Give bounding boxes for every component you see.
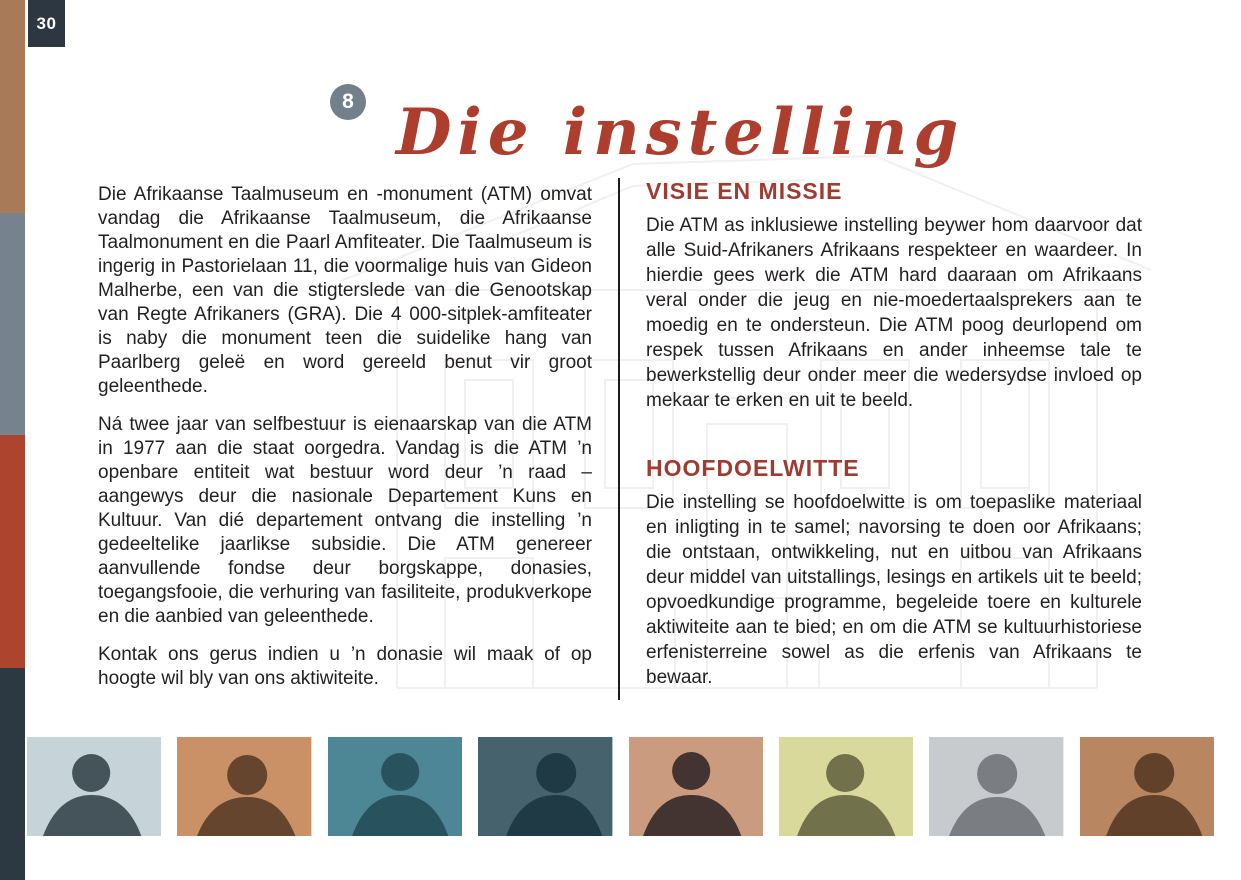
heading-visie-en-missie: VISIE EN MISSIE <box>646 178 843 204</box>
body-hoofdoelwitte: Die instelling se hoofdoelwitte is om toepaslike materiaal en inligting in te samel; navorsing te doen oor Afrikaans; die ontstaan, ontwikkeling, nut en uitbou van Afrikaans deur middel van uitstallings, lesings en artikels uit te beeld; opvoedkundige programme, begeleide toere en kulturele aktiwiteite aan te bied; en om die ATM se kultuurhistoriese erfenisterreine sowel as die erfenis van Afrikaans te bewaar. <box>646 492 1142 688</box>
section-visie-en-missie <box>646 178 1142 413</box>
portrait-photo <box>328 737 462 836</box>
portrait-photo <box>1080 737 1214 836</box>
column-divider <box>618 178 620 700</box>
chapter-number-badge <box>330 84 366 120</box>
portrait-photo-strip <box>27 737 1214 836</box>
sidebar-band-brown <box>0 0 25 213</box>
page-title: Die instelling <box>396 94 965 170</box>
page-number-badge <box>28 0 65 47</box>
sidebar-band-dark <box>0 668 25 880</box>
sidebar-color-strip <box>0 0 25 880</box>
paragraph-contact: Kontak ons gerus indien u ’n donasie wil maak of op hoogte wil bly van ons aktiwiteite. <box>98 644 592 689</box>
paragraph-atm-ownership: Ná twee jaar van selfbestuur is eienaarskap van die ATM in 1977 aan die staat oorgedra. Vandag is die ATM ’n openbare entiteit wat bestuur word deur ’n raad – aangewys deur die nasionale Departement Kuns en Kultuur. Van dié departement ontvang die instelling ’n gedeeltelike jaarlikse subsidie. Die ATM genereer aanvullende fondse deur borgskappe, donasies, toegangsfooie, die verhuring van fasiliteite, produkverkope en die aanbied van geleenthede. <box>98 414 592 627</box>
section-hoofdoelwitte <box>646 455 1142 690</box>
chapter-number: 8 <box>342 90 354 113</box>
portrait-photo <box>27 737 161 836</box>
heading-hoofdoelwitte: HOOFDOELWITTE <box>646 455 860 481</box>
page-number: 30 <box>36 13 57 33</box>
left-column <box>98 178 592 705</box>
portrait-photo <box>629 737 763 836</box>
portrait-photo <box>478 737 612 836</box>
portrait-photo <box>929 737 1063 836</box>
right-column <box>646 178 1142 690</box>
page-content <box>98 178 1142 705</box>
body-visie-en-missie: Die ATM as inklusiewe instelling beywer hom daarvoor dat alle Suid-Afrikaners Afrikaans respekteer en waardeer. In hierdie gees werk die ATM hard daaraan om Afrikaans veral onder die jeug en nie-moedertaalsprekers aan te moedig en te ondersteun. Die ATM poog deurlopend om respek tussen Afrikaans en ander inheemse tale te bewerkstellig deur onder meer die wedersydse invloed op mekaar te erken en uit te beeld. <box>646 215 1142 411</box>
sidebar-band-red <box>0 435 25 668</box>
sidebar-band-gray <box>0 213 25 435</box>
paragraph-atm-overview: Die Afrikaanse Taalmuseum en -monument (ATM) omvat vandag die Afrikaanse Taalmuseum, die Afrikaanse Taalmonument en die Paarl Amfiteater. Die Taalmuseum is ingerig in Pastorielaan 11, die voormalige huis van Gideon Malherbe, een van die stigterslede van die Genootskap van Regte Afrikaners (GRA). Die 4 000-sitplek-amfiteater is naby die monument teen die suidelike hang van Paarlberg geleë en word gereeld benut vir groot geleenthede. <box>98 184 592 397</box>
portrait-photo <box>779 737 913 836</box>
portrait-photo <box>177 737 311 836</box>
